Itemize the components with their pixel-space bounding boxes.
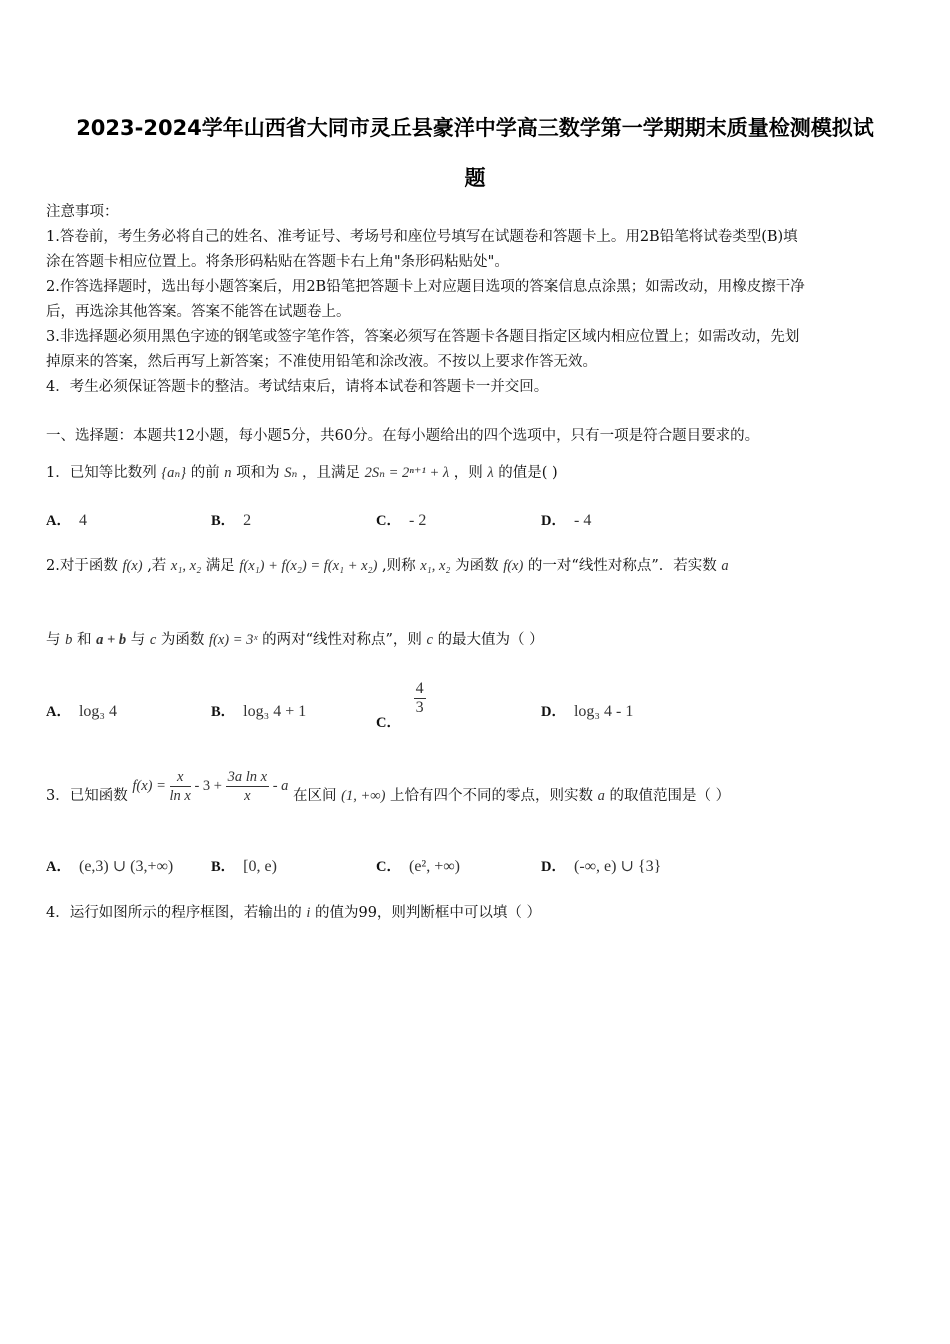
q1-text-4: ，且满足 [302, 465, 361, 481]
q2-math-equation: f(x₁) + f(x₂) = f(x₁ + x₂) [239, 558, 378, 574]
q3-option-a: A． (e,3) ∪ (3,+∞) [46, 858, 174, 875]
q3-text-2: 在区间 [293, 788, 337, 804]
question-2-stem-line-1 [46, 556, 908, 576]
notice-line-6: 掉原来的答案，然后再写上新答案；不准使用铅笔和涂改液。不按以上要求作答无效。 [46, 354, 597, 370]
q4-text-2: 的值为99，则判断框中可以填（ ） [314, 905, 542, 921]
q2-l2-text-1: 与 [46, 632, 61, 648]
q2-math-function: f(x) = 3ˣ [208, 632, 258, 648]
q2-text-4: ,则称 [382, 558, 416, 574]
q3-math-interval: (1, +∞) [341, 788, 386, 804]
q2-math-x1x2-b: x₁, x₂ [420, 558, 451, 574]
q1-option-b: B． 2 [211, 512, 252, 529]
q2-text-2: ,若 [147, 558, 167, 574]
q1-text-1: 1．已知等比数列 [46, 465, 157, 481]
q1-math-lambda: λ [487, 465, 494, 481]
notice-line-7: 4．考生必须保证答题卡的整洁。考试结束后，请将本试卷和答题卡一并交回。 [46, 379, 549, 395]
q2-l2-text-3: 与 [130, 632, 146, 648]
notice-line-2: 涂在答题卡相应位置上。将条形码粘贴在答题卡右上角"条形码粘贴处"。 [46, 254, 509, 270]
notice-line-3: 2.作答选择题时，选出每小题答案后，用2B铅笔把答题卡上对应题目选项的答案信息点涂黑；如需改动，用橡皮擦干净 [46, 279, 805, 295]
q2-math-a: a [721, 558, 729, 574]
q1-math-n: n [224, 465, 232, 481]
question-1-stem [46, 463, 908, 483]
q2-option-a: A． log₃ 4 [46, 703, 118, 720]
question-4-stem [46, 903, 908, 923]
page-title-line-2: 题 [464, 166, 486, 190]
q1-math-condition: 2Sₙ = 2ⁿ⁺¹ + λ [364, 465, 450, 481]
q2-math-fx: f(x) [122, 558, 143, 574]
q3-option-c: C． (e², +∞) [376, 858, 460, 875]
q4-math-i: i [306, 905, 311, 921]
page-title-line-1: 2023-2024学年山西省大同市灵丘县豪洋中学高三数学第一学期期末质量检测模拟试 [76, 116, 874, 140]
q3-math-function: f(x) = $\frac{x}{\text{ln x}}$ - 3 + $\frac{\text{3a ln x}}{x}$ - a [132, 768, 289, 804]
q2-text-5: 为函数 [455, 558, 499, 574]
question-2-stem-line-2 [46, 630, 908, 650]
q3-text-4: 的取值范围是（ ） [609, 788, 731, 804]
q2-math-c-b: c [426, 632, 433, 648]
q1-math-sequence: {aₙ} [161, 465, 187, 481]
q1-option-d: D． - 4 [541, 512, 592, 529]
q2-text-1: 2.对于函数 [46, 558, 118, 574]
q1-text-3: 项和为 [236, 465, 280, 481]
notice-line-5: 3.非选择题必须用黑色字迹的钢笔或签字笔作答，答案必须写在答题卡各题目指定区域内相应位置上；如需改动，先划 [46, 329, 800, 345]
q1-text-5: ，则 [453, 465, 483, 481]
q2-math-c: c [149, 632, 157, 648]
notice-line-4: 后，再选涂其他答案。答案不能答在试题卷上。 [46, 304, 351, 320]
question-3-stem [46, 768, 908, 806]
q3-text-3: 上恰有四个不同的零点，则实数 [390, 788, 594, 804]
notice-line-1: 1.答卷前，考生务必将自己的姓名、准考证号、考场号和座位号填写在试题卷和答题卡上。用2B铅笔将试卷类型(B)填 [46, 229, 798, 245]
q3-fraction-2: $\frac{\text{3a ln x}}{x}$ [227, 768, 268, 804]
q2-option-c: C． $\frac{4}{3}$ [376, 680, 424, 731]
section-heading: 一、选择题：本题共12小题，每小题5分，共60分。在每小题给出的四个选项中，只有一项是符合题目要求的。 [46, 428, 760, 444]
q2-text-3: 满足 [205, 558, 235, 574]
q1-text-6: 的值是( ) [498, 465, 558, 481]
q3-math-a: a [597, 788, 605, 804]
q2-l2-text-2: 和 [76, 632, 92, 648]
q2-math-fx-b: f(x) [503, 558, 524, 574]
q3-fraction-1: $\frac{x}{\text{ln x}}$ [169, 768, 191, 804]
q1-text-2: 的前 [190, 465, 220, 481]
q2-math-b: b [65, 632, 73, 648]
q3-option-d: D． (-∞, e) ∪ {3} [541, 858, 662, 875]
q2-l2-text-6: 的最大值为（ ） [437, 632, 544, 648]
q4-text-1: 4．运行如图所示的程序框图，若输出的 [46, 905, 302, 921]
q2-math-a-plus-b: a + b [96, 632, 127, 648]
q2-option-c-fraction: $\frac{4}{3}$ [415, 680, 424, 716]
q2-math-x1x2: x₁, x₂ [170, 558, 202, 574]
q2-l2-text-4: 为函数 [160, 632, 205, 648]
q1-math-sn: Sₙ [284, 465, 298, 481]
q2-l2-text-5: 的两对“线性对称点”，则 [262, 632, 422, 648]
notice-heading: 注意事项： [46, 204, 119, 220]
q1-option-a: A． 4 [46, 512, 87, 529]
q2-option-b: B． log₃ 4 + 1 [211, 703, 307, 720]
q3-option-b: B． [0, e) [211, 858, 277, 875]
q2-option-d: D． log₃ 4 - 1 [541, 703, 634, 720]
q2-text-6: 的一对“线性对称点”．若实数 [527, 558, 717, 574]
q3-text-1: 3．已知函数 [46, 788, 128, 804]
q1-option-c: C． - 2 [376, 512, 427, 529]
